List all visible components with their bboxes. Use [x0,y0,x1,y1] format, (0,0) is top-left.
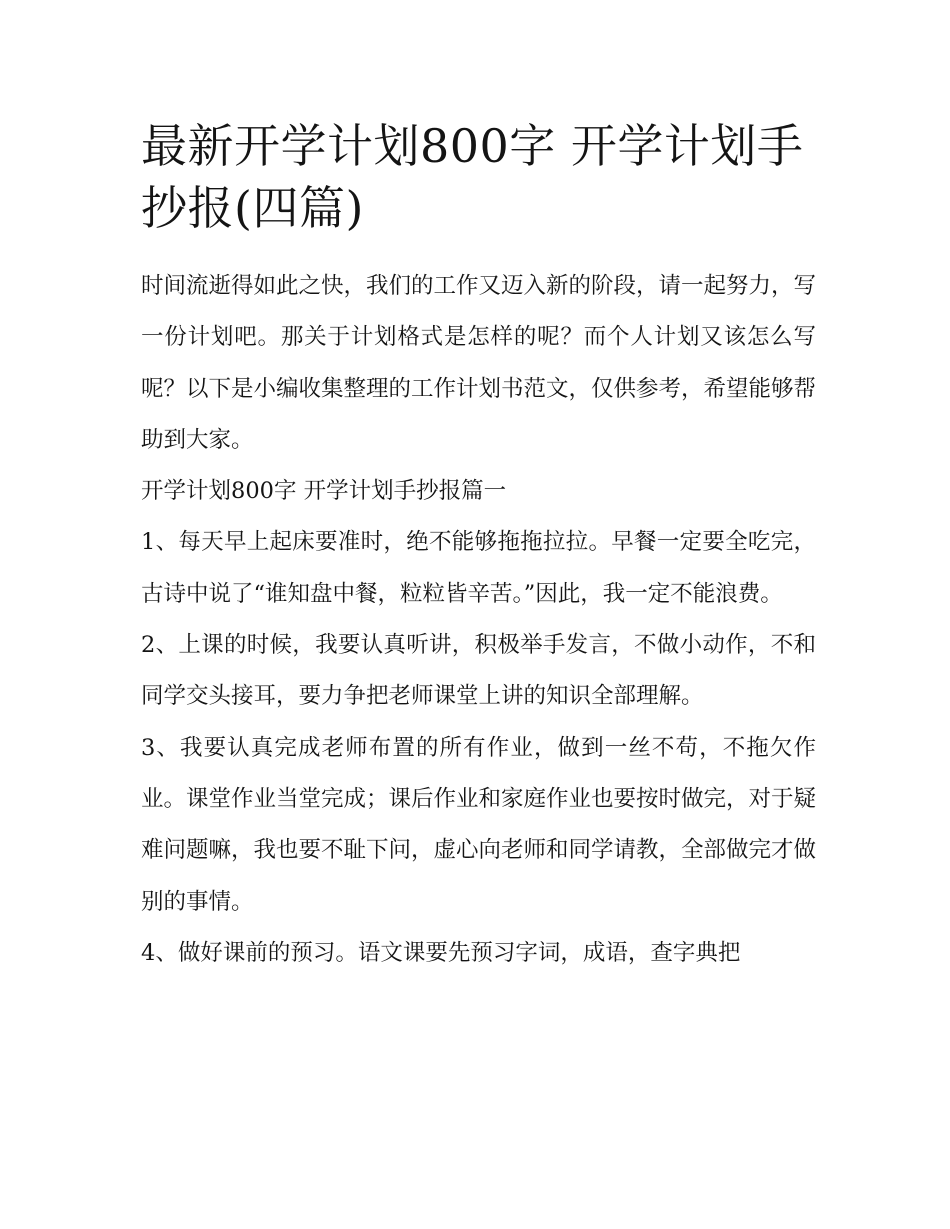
plan-item-2: 2、上课的时候，我要认真听讲，积极举手发言，不做小动作，不和同学交头接耳，要力争把老师课堂上讲的知识全部理解。 [141,632,816,710]
plan-item-1: 1、每天早上起床要准时，绝不能够拖拖拉拉。早餐一定要全吃完，古诗中说了“谁知盘中餐，粒粒皆辛苦。”因此，我一定不能浪费。 [141,529,816,607]
document-page [141,115,816,979]
intro-paragraph: 时间流逝得如此之快，我们的工作又迈入新的阶段，请一起努力，写一份计划吧。那关于计划格式是怎样的呢？而个人计划又该怎么写呢？以下是小编收集整理的工作计划书范文，仅供参考，希望能够帮助到大家。 [141,273,817,453]
document-title: 最新开学计划800字 开学计划手抄报(四篇) [141,119,804,235]
section-heading: 开学计划800字 开学计划手抄报篇一 [141,478,507,505]
plan-item-3: 3、我要认真完成老师布置的所有作业，做到一丝不苟，不拖欠作业。课堂作业当堂完成；课后作业和家庭作业也要按时做完，对于疑难问题嘛，我也要不耻下问，虚心向老师和同学请教，全部做完才做别的事情。 [141,734,817,915]
plan-item-4: 4、做好课前的预习。语文课要先预习字词，成语，查字典把 [141,939,741,966]
document-body [141,261,816,979]
